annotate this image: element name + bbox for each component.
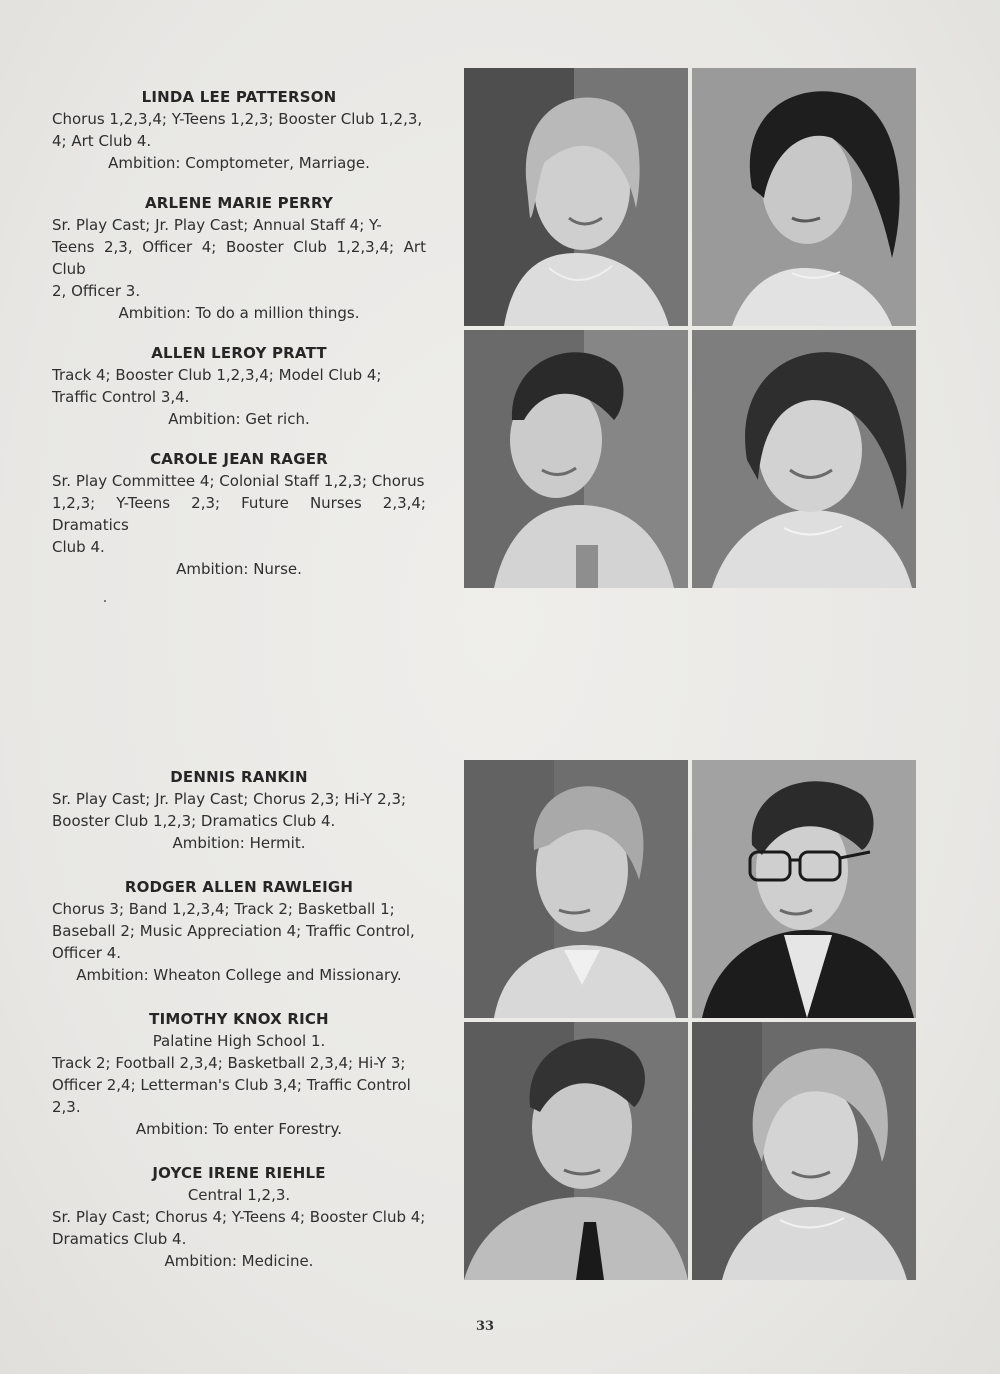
portrait-woman-image bbox=[692, 1022, 916, 1280]
ambition: Ambition: Comptometer, Marriage. bbox=[108, 154, 370, 172]
portrait-photo bbox=[464, 1022, 688, 1280]
student-bio bbox=[52, 766, 426, 854]
portrait-woman-image bbox=[464, 68, 688, 326]
portrait-photo bbox=[464, 68, 688, 326]
ambition: Ambition: To do a million things. bbox=[118, 304, 360, 322]
activities-line: 1,2,3; Y-Teens 2,3; Future Nurses 2,3,4; Dramatics bbox=[52, 494, 426, 534]
student-name: ARLENE MARIE PERRY bbox=[144, 194, 334, 212]
portrait-photo bbox=[692, 1022, 916, 1280]
ambition: Ambition: To enter Forestry. bbox=[135, 1120, 343, 1138]
activities-line: 2, Officer 3. bbox=[52, 282, 141, 300]
student-name: ALLEN LEROY PRATT bbox=[151, 344, 327, 362]
activities-line: Chorus 1,2,3,4; Y-Teens 1,2,3; Booster Club 1,2,3, bbox=[52, 110, 423, 128]
activities-line: Chorus 3; Band 1,2,3,4; Track 2; Basketball 1; bbox=[52, 900, 395, 918]
activities-line: Sr. Play Committee 4; Colonial Staff 1,2,3; Chorus bbox=[52, 472, 425, 490]
activities-line: 2,3. bbox=[52, 1098, 81, 1116]
portrait-photo bbox=[692, 330, 916, 588]
activities-line: Teens 2,3, Officer 4; Booster Club 1,2,3,4; Art Club bbox=[52, 238, 426, 278]
activities-line: 4; Art Club 4. bbox=[52, 132, 152, 150]
portrait-woman-image bbox=[692, 68, 916, 326]
student-bio bbox=[52, 1008, 426, 1140]
ambition: Ambition: Get rich. bbox=[168, 410, 310, 428]
student-name: TIMOTHY KNOX RICH bbox=[149, 1010, 329, 1028]
print-speck bbox=[104, 600, 106, 602]
student-bio bbox=[52, 448, 426, 580]
activities-line: Booster Club 1,2,3; Dramatics Club 4. bbox=[52, 812, 336, 830]
activities-line: Club 4. bbox=[52, 538, 105, 556]
portrait-man-image bbox=[464, 1022, 688, 1280]
portrait-man-glasses-image bbox=[692, 760, 916, 1018]
portrait-photo bbox=[692, 760, 916, 1018]
bottom-bios bbox=[52, 766, 426, 1272]
bottom-photo-grid bbox=[464, 760, 916, 1280]
student-bio bbox=[52, 86, 426, 174]
activities-line: Track 4; Booster Club 1,2,3,4; Model Club 4; bbox=[52, 366, 382, 384]
prior-school: Central 1,2,3. bbox=[187, 1186, 291, 1204]
student-name: DENNIS RANKIN bbox=[170, 768, 308, 786]
portrait-photo bbox=[464, 760, 688, 1018]
portrait-photo bbox=[464, 330, 688, 588]
activities-line: Sr. Play Cast; Jr. Play Cast; Annual Staff 4; Y- bbox=[52, 216, 382, 234]
activities-line: Officer 2,4; Letterman's Club 3,4; Traffic Control bbox=[52, 1076, 411, 1094]
student-bio bbox=[52, 342, 426, 430]
ambition: Ambition: Hermit. bbox=[172, 834, 306, 852]
portrait-photo bbox=[692, 68, 916, 326]
portrait-man-image bbox=[464, 760, 688, 1018]
student-name: RODGER ALLEN RAWLEIGH bbox=[124, 878, 354, 896]
student-bio bbox=[52, 876, 426, 986]
student-name: JOYCE IRENE RIEHLE bbox=[152, 1164, 326, 1182]
student-bio bbox=[52, 1162, 426, 1272]
ambition: Ambition: Wheaton College and Missionary. bbox=[76, 966, 402, 984]
student-bio bbox=[52, 192, 426, 324]
student-name: LINDA LEE PATTERSON bbox=[141, 88, 337, 106]
activities-line: Sr. Play Cast; Jr. Play Cast; Chorus 2,3; Hi-Y 2,3; bbox=[52, 790, 407, 808]
top-bios bbox=[52, 86, 426, 580]
activities-line: Sr. Play Cast; Chorus 4; Y-Teens 4; Booster Club 4; bbox=[52, 1208, 426, 1226]
page-number: 33 bbox=[475, 1319, 495, 1334]
activities-line: Dramatics Club 4. bbox=[52, 1230, 187, 1248]
top-photo-grid bbox=[464, 68, 916, 588]
portrait-woman-image bbox=[692, 330, 916, 588]
activities-line: Officer 4. bbox=[52, 944, 122, 962]
ambition: Ambition: Nurse. bbox=[176, 560, 302, 578]
activities-line: Traffic Control 3,4. bbox=[52, 388, 190, 406]
activities-line: Baseball 2; Music Appreciation 4; Traffic Control, bbox=[52, 922, 415, 940]
activities-line: Track 2; Football 2,3,4; Basketball 2,3,4; Hi-Y 3; bbox=[52, 1054, 406, 1072]
prior-school: Palatine High School 1. bbox=[152, 1032, 326, 1050]
student-name: CAROLE JEAN RAGER bbox=[150, 450, 328, 468]
portrait-man-image bbox=[464, 330, 688, 588]
ambition: Ambition: Medicine. bbox=[164, 1252, 314, 1270]
